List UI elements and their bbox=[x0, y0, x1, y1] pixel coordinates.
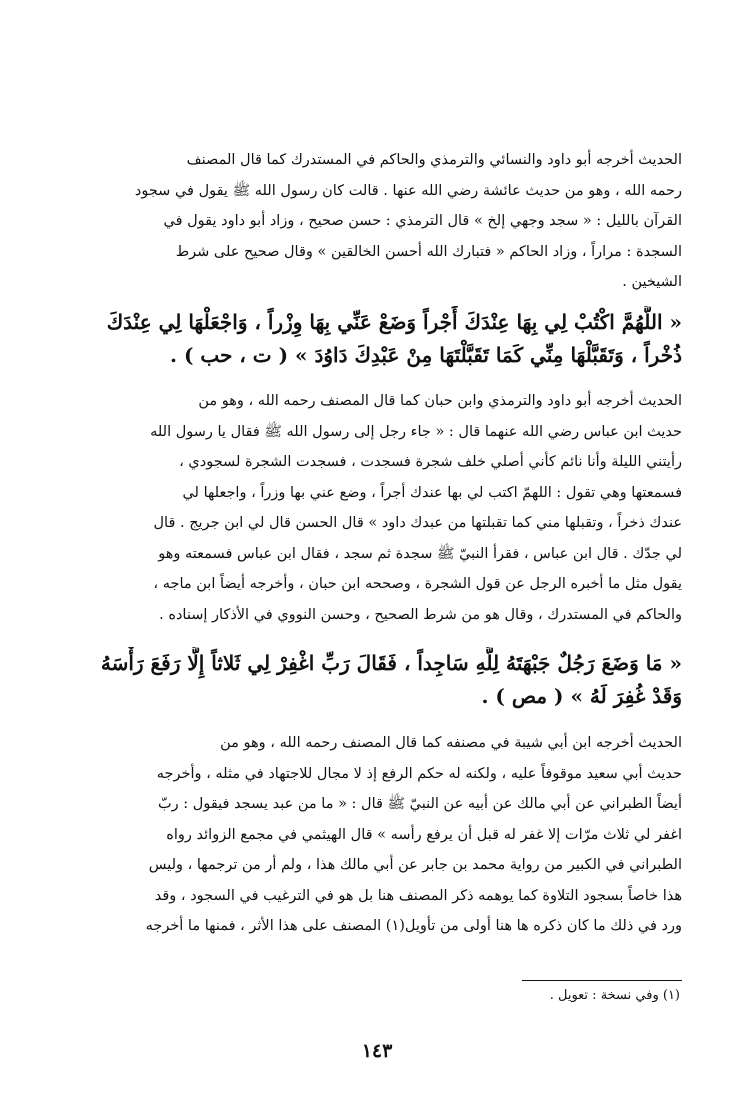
text-line: اغفر لي ثلاث مرّات إلا غفر له قبل أن يرفع رأسه » قال الهيثمي في مجمع الزوائد رواه bbox=[166, 826, 682, 843]
text-line: القرآن بالليل : « سجد وجهي إلخ » قال الترمذي : حسن صحيح ، وزاد أبو داود يقول في bbox=[163, 213, 682, 229]
text-line: أيضاً الطبراني عن أبي مالك عن أبيه عن النبيّ ﷺ قال : « ما من عبد يسجد فيقول : ربّ bbox=[158, 796, 682, 812]
supplication-text-1 bbox=[70, 306, 682, 372]
text-line: « اللَّهُمَّ اكْتُبْ لِي بِهَا عِنْدَكَ أَجْراً وَضَعْ عَنِّي بِهَا وِزْراً ، وَاجْعَلْهَا لِي عِنْدَكَ bbox=[106, 310, 682, 334]
text-line: السجدة : مراراً ، وزاد الحاكم « فتبارك الله أحسن الخالقين » وقال صحيح على شرط bbox=[175, 243, 682, 260]
paragraph-1 bbox=[70, 145, 682, 298]
text-line: يقول مثل ما أخبره الرجل عن قول الشجرة ، وصححه ابن حبان ، وأخرجه أيضاً ابن ماجه ، bbox=[153, 576, 682, 592]
footnote-divider bbox=[522, 980, 682, 981]
paragraph-3 bbox=[70, 728, 682, 942]
text-line: الحديث أخرجه أبو داود والنسائي والترمذي والحاكم في المستدرك كما قال المصنف bbox=[186, 152, 682, 168]
text-line: والحاكم في المستدرك ، وقال هو من شرط الصحيح ، وحسن النووي في الأذكار إسناده . bbox=[159, 606, 682, 623]
text-line: رحمه الله ، وهو من حديث عائشة رضي الله عنها . قالت كان رسول الله ﷺ يقول في سجود bbox=[134, 182, 682, 199]
text-line: الطبراني في الكبير من رواية محمد بن جابر عن أبي مالك هذا ، ولم أر من ترجمها ، وليس bbox=[148, 857, 682, 873]
text-line: هذا خاصاً بسجود التلاوة كما يوهمه ذكر المصنف هنا بل هو في الترغيب في السجود ، وقد bbox=[154, 887, 682, 904]
text-line: حديث ابن عباس رضي الله عنهما قال : « جاء رجل إلى رسول الله ﷺ فقال يا رسول الله bbox=[150, 423, 682, 440]
text-line: ورد في ذلك ما كان ذكره ها هنا أولى من تأويل(١) المصنف على هذا الأثر ، فمنها ما أخرجه bbox=[145, 918, 682, 934]
text-line: عندك ذخراً ، وتقبلها مني كما تقبلتها من عبدك داود » قال الحسن قال لي ابن جريج . قال bbox=[153, 515, 682, 531]
text-line: وَقَدْ غُفِرَ لَهُ » ( مص ) . bbox=[481, 684, 682, 708]
text-line: لي جدّك . قال ابن عباس ، فقرأ النبيّ ﷺ سجدة ثم سجد ، فقال ابن عباس فسمعته وهو bbox=[158, 545, 682, 562]
page-number: ١٤٣ bbox=[361, 1040, 393, 1062]
text-line: الحديث أخرجه أبو داود والترمذي وابن حبان كما قال المصنف رحمه الله ، وهو من bbox=[198, 393, 682, 409]
text-line: الشيخين . bbox=[622, 274, 682, 290]
text-line: حديث أبي سعيد موقوفاً عليه ، ولكنه له حكم الرفع إذ لا مجال للاجتهاد في مثله ، وأخرجه bbox=[156, 765, 682, 782]
paragraph-2 bbox=[70, 386, 682, 630]
text-line: فسمعتها وهي تقول : اللهمّ اكتب لي بها عندك أجراً ، وضع عني بها وزراً ، واجعلها لي bbox=[182, 484, 682, 501]
footnote: (١) وفي نسخة : تعويل . bbox=[549, 988, 680, 1003]
text-line: رأيتني الليلة وأنا نائم كأني أصلي خلف شجرة فسجدت ، فسجدت الشجرة لسجودي ، bbox=[179, 454, 682, 470]
text-line: ذُخْراً ، وَتَقَبَّلْهَا مِنِّي كَمَا تَقَبَّلْتَهَا مِنْ عَبْدِكَ دَاوُدَ » ( ت ، حب ) . bbox=[170, 343, 682, 367]
text-line: « مَا وَضَعَ رَجُلٌ جَبْهَتَهُ لِلَّهِ سَاجِداً ، فَقَالَ رَبِّ اغْفِرْ لِي ثَلاثاً إِلَّا رَفَعَ رَأْسَهُ bbox=[100, 651, 682, 675]
supplication-text-2 bbox=[70, 647, 682, 713]
text-line: الحديث أخرجه ابن أبي شيبة في مصنفه كما قال المصنف رحمه الله ، وهو من bbox=[220, 735, 682, 751]
